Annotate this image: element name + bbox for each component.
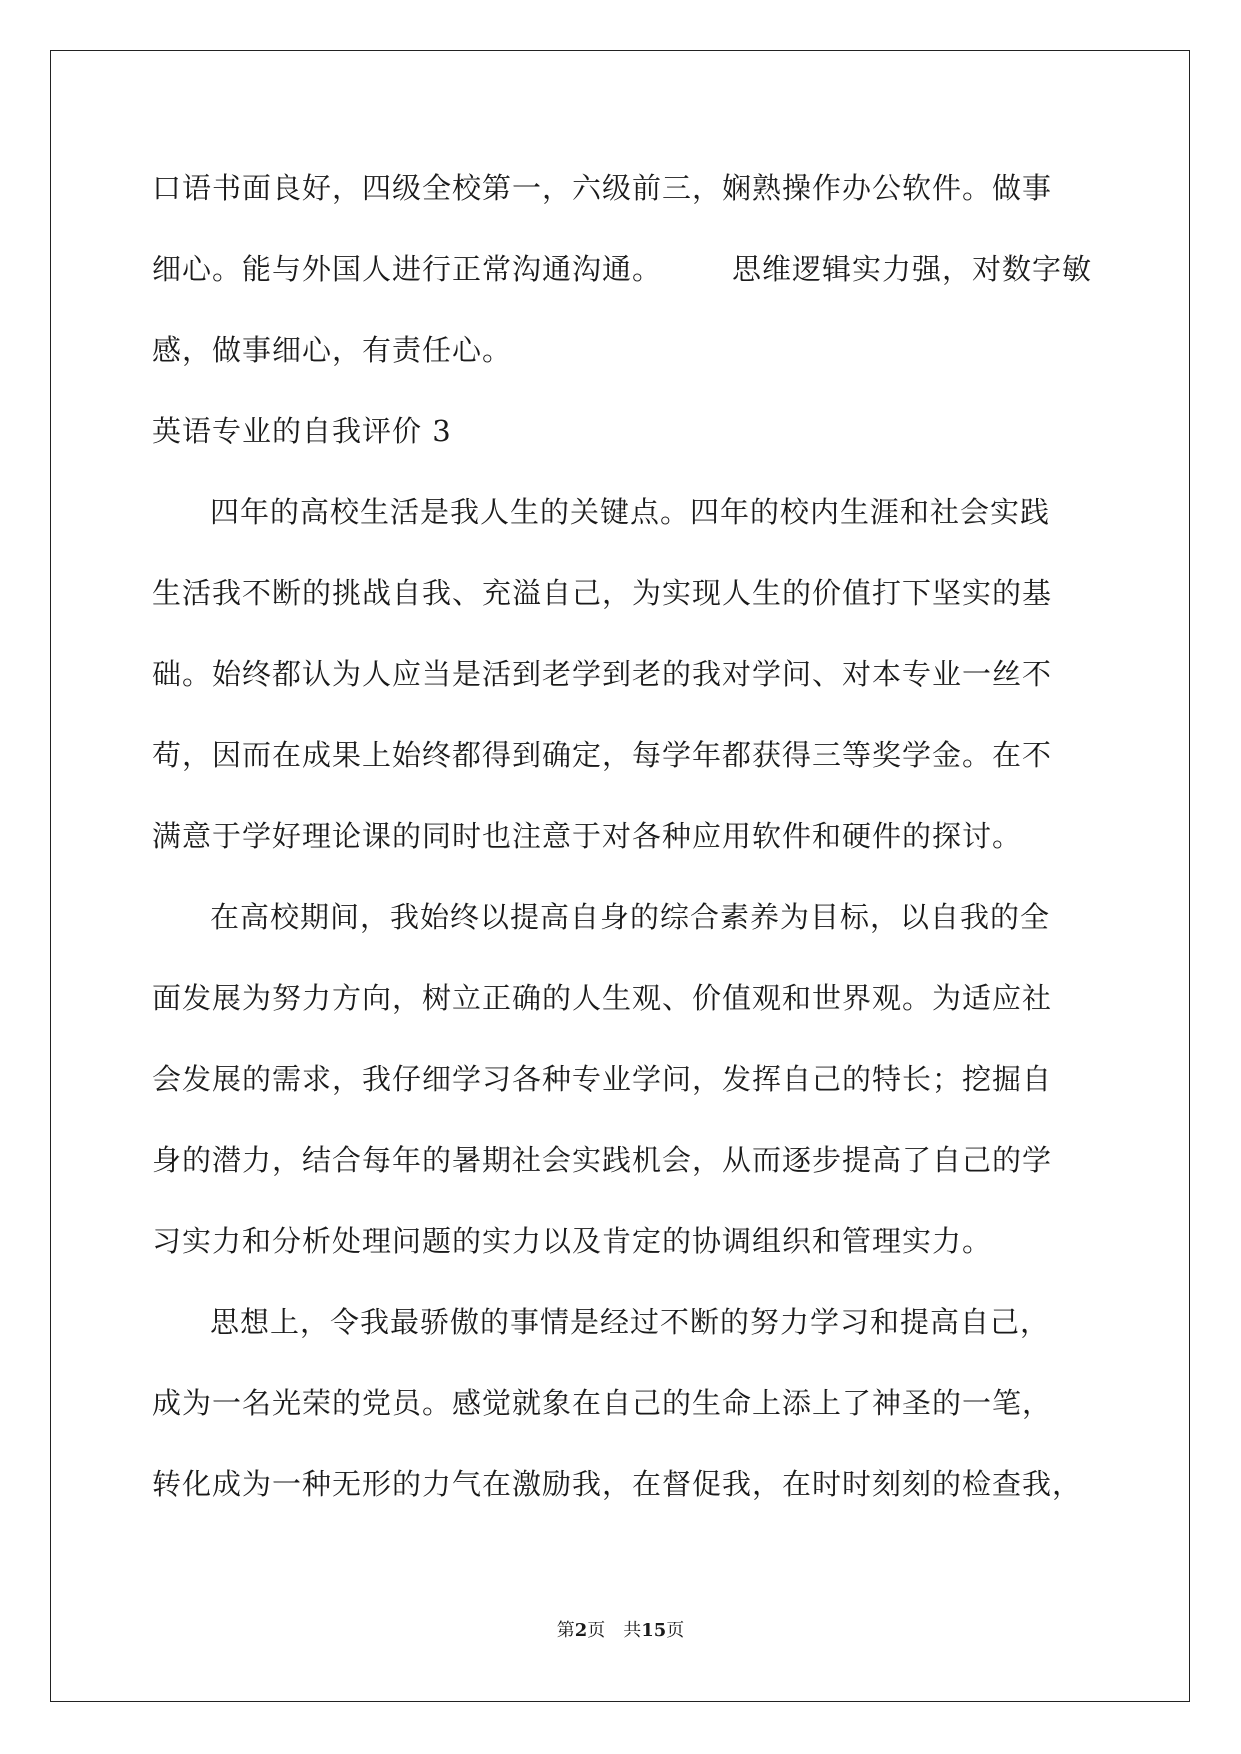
paragraph-text: 细心。能与外国人进行正常沟通沟通。 xyxy=(152,252,663,286)
paragraph-line: 生活我不断的挑战自我、充溢自己，为实现人生的价值打下坚实的基 xyxy=(152,576,1053,610)
paragraph-line xyxy=(152,239,1092,320)
footer-total-prefix: 共 xyxy=(623,1620,642,1641)
paragraph-line: 础。始终都认为人应当是活到老学到老的我对学问、对本专业一丝不 xyxy=(152,657,1053,691)
paragraph-line: 感，做事细心，有责任心。 xyxy=(152,333,513,367)
paragraph-text: 思维逻辑实力强，对数字敏 xyxy=(732,252,1093,286)
footer-prefix: 第 xyxy=(556,1620,575,1641)
paragraph-line: 口语书面良好，四级全校第一，六级前三，娴熟操作办公软件。做事 xyxy=(152,171,1053,205)
paragraph-line: 转化成为一种无形的力气在激励我，在督促我，在时时刻刻的检查我， xyxy=(152,1467,1083,1501)
section-heading: 英语专业的自我评价 3 xyxy=(152,414,452,448)
footer-total-suffix: 页 xyxy=(666,1620,685,1641)
footer-page-word: 页 xyxy=(587,1620,606,1641)
paragraph-line: 在高校期间，我始终以提高自身的综合素养为目标，以自我的全 xyxy=(210,900,1051,934)
page-footer xyxy=(0,1619,1241,1643)
paragraph-line: 成为一名光荣的党员。感觉就象在自己的生命上添上了神圣的一笔， xyxy=(152,1386,1053,1420)
paragraph-line: 身的潜力，结合每年的暑期社会实践机会，从而逐步提高了自己的学 xyxy=(152,1143,1053,1177)
paragraph-line: 会发展的需求，我仔细学习各种专业学问，发挥自己的特长；挖掘自 xyxy=(152,1062,1053,1096)
paragraph-line: 面发展为努力方向，树立正确的人生观、价值观和世界观。为适应社 xyxy=(152,981,1053,1015)
total-page-count: 15 xyxy=(641,1620,667,1641)
paragraph-line: 苟，因而在成果上始终都得到确定，每学年都获得三等奖学金。在不 xyxy=(152,738,1053,772)
paragraph-line: 习实力和分析处理问题的实力以及肯定的协调组织和管理实力。 xyxy=(152,1224,993,1258)
paragraph-line: 四年的高校生活是我人生的关键点。四年的校内生涯和社会实践 xyxy=(210,495,1051,529)
current-page-number: 2 xyxy=(574,1620,588,1641)
paragraph-line: 思想上，令我最骄傲的事情是经过不断的努力学习和提高自己， xyxy=(210,1305,1051,1339)
document-body xyxy=(152,158,1092,1535)
paragraph-line: 满意于学好理论课的同时也注意于对各种应用软件和硬件的探讨。 xyxy=(152,819,1023,853)
